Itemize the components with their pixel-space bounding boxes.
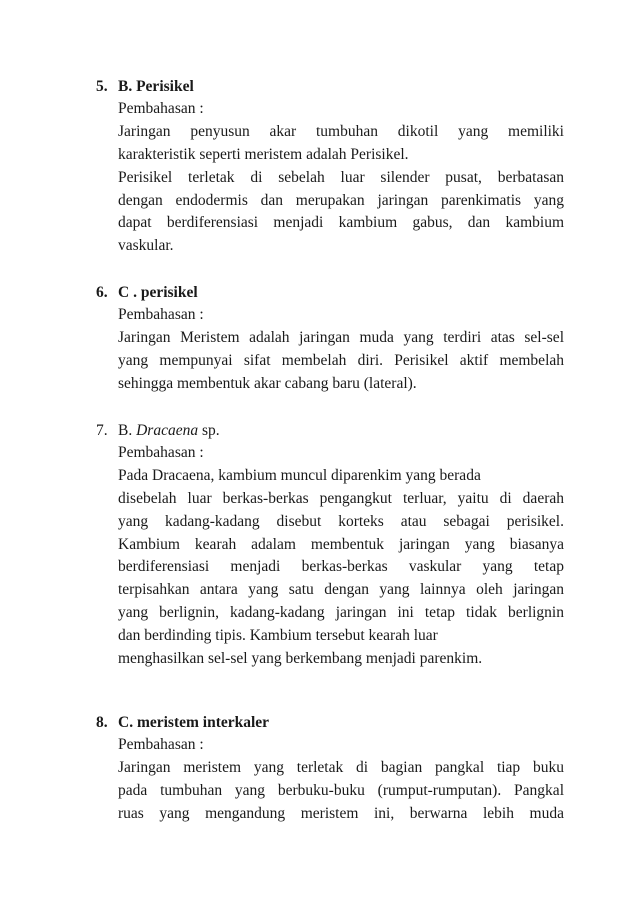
answer-heading <box>96 282 586 304</box>
answer-heading <box>96 712 586 734</box>
answer-text <box>118 420 220 442</box>
answer-text: B. Perisikel <box>118 78 194 95</box>
explanation-line: Jaringan meristem yang terletak di bagian pangkal tiap buku <box>118 758 564 776</box>
answer-suffix: sp. <box>201 422 220 439</box>
answer-item-7 <box>96 420 586 671</box>
item-number: 7. <box>96 422 108 439</box>
explanation-line: disebelah luar berkas-berkas pengangkut terluar, yaitu di daerah <box>118 489 564 507</box>
explanation-line: vaskular. <box>118 237 174 255</box>
answer-text: C . perisikel <box>118 284 198 301</box>
answer-item-5 <box>96 76 586 258</box>
item-number: 8. <box>96 714 108 731</box>
explanation-line: karakteristik seperti meristem adalah Perisikel. <box>118 145 409 163</box>
explanation-line: Jaringan Meristem adalah jaringan muda yang terdiri atas sel-sel <box>118 328 564 346</box>
item-number: 5. <box>96 78 108 95</box>
item-number: 6. <box>96 284 108 301</box>
explanation-line: Kambium kearah adalam membentuk jaringan yang biasanya <box>118 535 564 553</box>
explanation-line: yang berlignin, kadang-kadang jaringan ini tetap tidak berlignin <box>118 604 564 622</box>
explanation-line: dengan endodermis dan merupakan jaringan parenkimatis yang <box>118 191 564 209</box>
answer-item-8 <box>96 712 586 826</box>
explanation-label: Pembahasan : <box>118 444 204 461</box>
explanation-line: yang mempunyai sifat membelah diri. Perisikel aktif membelah <box>118 351 564 369</box>
explanation-label: Pembahasan : <box>118 736 204 753</box>
explanation-line: ruas yang mengandung meristem ini, berwarna lebih muda <box>118 804 564 822</box>
answer-text: C. meristem interkaler <box>118 714 270 731</box>
explanation-line: Jaringan penyusun akar tumbuhan dikotil yang memiliki <box>118 122 564 140</box>
answer-item-6 <box>96 282 586 396</box>
explanation-line: berdiferensiasi menjadi berkas-berkas vaskular yang tetap <box>118 558 564 576</box>
explanation-line: Perisikel terletak di sebelah luar silender pusat, berbatasan <box>118 168 564 186</box>
explanation-line: terpisahkan antara yang satu dengan yang lainnya oleh jaringan <box>118 581 564 599</box>
explanation-line: sehingga membentuk akar cabang baru (lateral). <box>118 374 417 392</box>
explanation-line: dapat berdiferensiasi menjadi kambium gabus, dan kambium <box>118 214 564 232</box>
explanation-line: Pada Dracaena, kambium muncul diparenkim yang berada <box>118 466 481 484</box>
explanation-label: Pembahasan : <box>118 100 204 117</box>
answer-heading <box>96 76 586 98</box>
answer-prefix: B. <box>118 422 133 439</box>
explanation-line: dan berdinding tipis. Kambium tersebut kearah luar <box>118 627 438 645</box>
answer-heading <box>96 420 586 442</box>
explanation-label: Pembahasan : <box>118 306 204 323</box>
explanation-line: menghasilkan sel-sel yang berkembang menjadi parenkim. <box>118 650 483 668</box>
explanation-line: yang kadang-kadang disebut korteks atau sebagai perisikel. <box>118 512 564 530</box>
answer-genus: Dracaena <box>136 422 199 439</box>
explanation-line: pada tumbuhan yang berbuku-buku (rumput-rumputan). Pangkal <box>118 781 564 799</box>
